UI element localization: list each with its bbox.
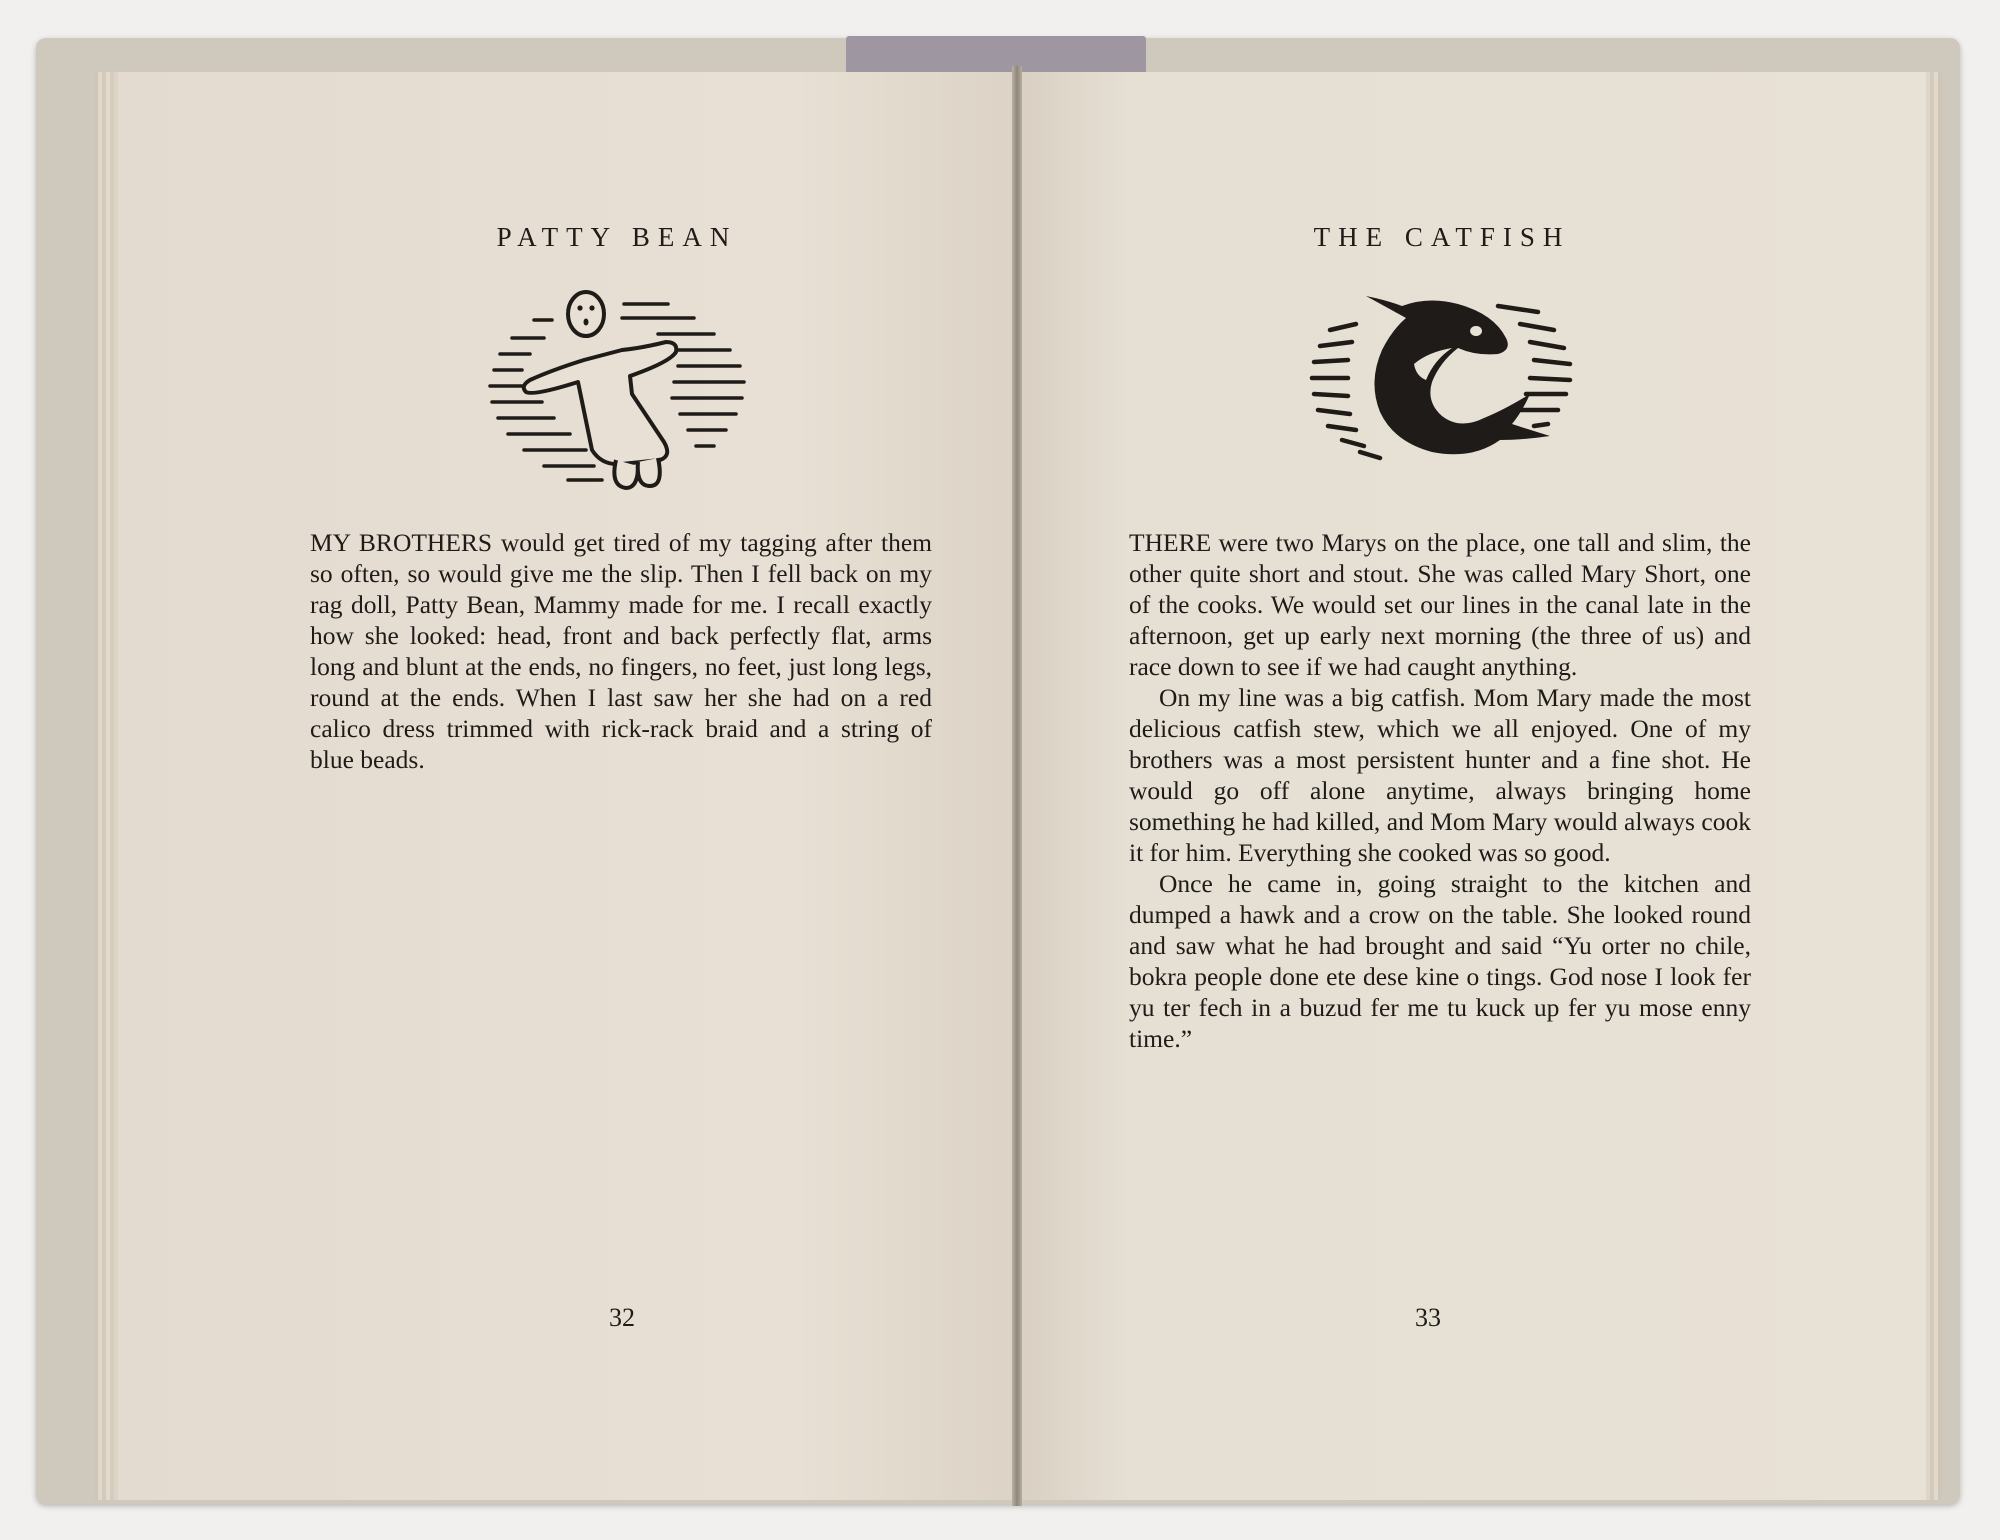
left-page xyxy=(118,72,1016,1500)
rag-doll-woodcut-icon xyxy=(482,290,752,490)
gutter xyxy=(1012,66,1022,1506)
left-page-body xyxy=(310,527,932,775)
right-page-body xyxy=(1129,527,1751,1054)
running-head-left: PATTY BEAN xyxy=(496,222,738,252)
spine-tape xyxy=(846,36,1146,74)
page-number-left: 32 xyxy=(609,1303,635,1332)
paragraph: Once he came in, going straight to the kitchen and dumped a hawk and a crow on the table. She looked round and saw what he had brought and said “Yu orter no chile, bokra people done ete dese kine o tings. God nose I look fer yu ter fech in a buzud fer me tu kuck up fer yu mose enny time.” xyxy=(1129,869,1751,1053)
paragraph: On my line was a big catfish. Mom Mary made the most delicious catfish stew, which we all enjoyed. One of my brothers was a most persistent hunter and a fine shot. He would go off alone anytime, always bringing home something he had killed, and Mom Mary would always cook it for him. Everything she cooked was so good. xyxy=(1129,683,1751,867)
page-number-right: 33 xyxy=(1415,1303,1441,1332)
paragraph: THERE were two Marys on the place, one tall and slim, the other quite short and stout. She was called Mary Short, one of the cooks. We would set our lines in the canal late in the afternoon, get up early next morning (the three of us) and race down to see if we had caught anything. xyxy=(1129,528,1751,681)
running-head-right: THE CATFISH xyxy=(1313,222,1571,252)
paragraph: MY BROTHERS would get tired of my tagging after them so often, so would give me the slip. Then I fell back on my rag doll, Patty Bean, Mammy made for me. I recall exactly how she looked: head, front and back perfectly flat, arms long and blunt at the ends, no fingers, no feet, just long legs, round at the ends. When I last saw her she had on a red calico dress trimmed with rick-rack braid and a string of blue beads. xyxy=(310,528,932,774)
catfish-woodcut-icon xyxy=(1308,290,1578,470)
